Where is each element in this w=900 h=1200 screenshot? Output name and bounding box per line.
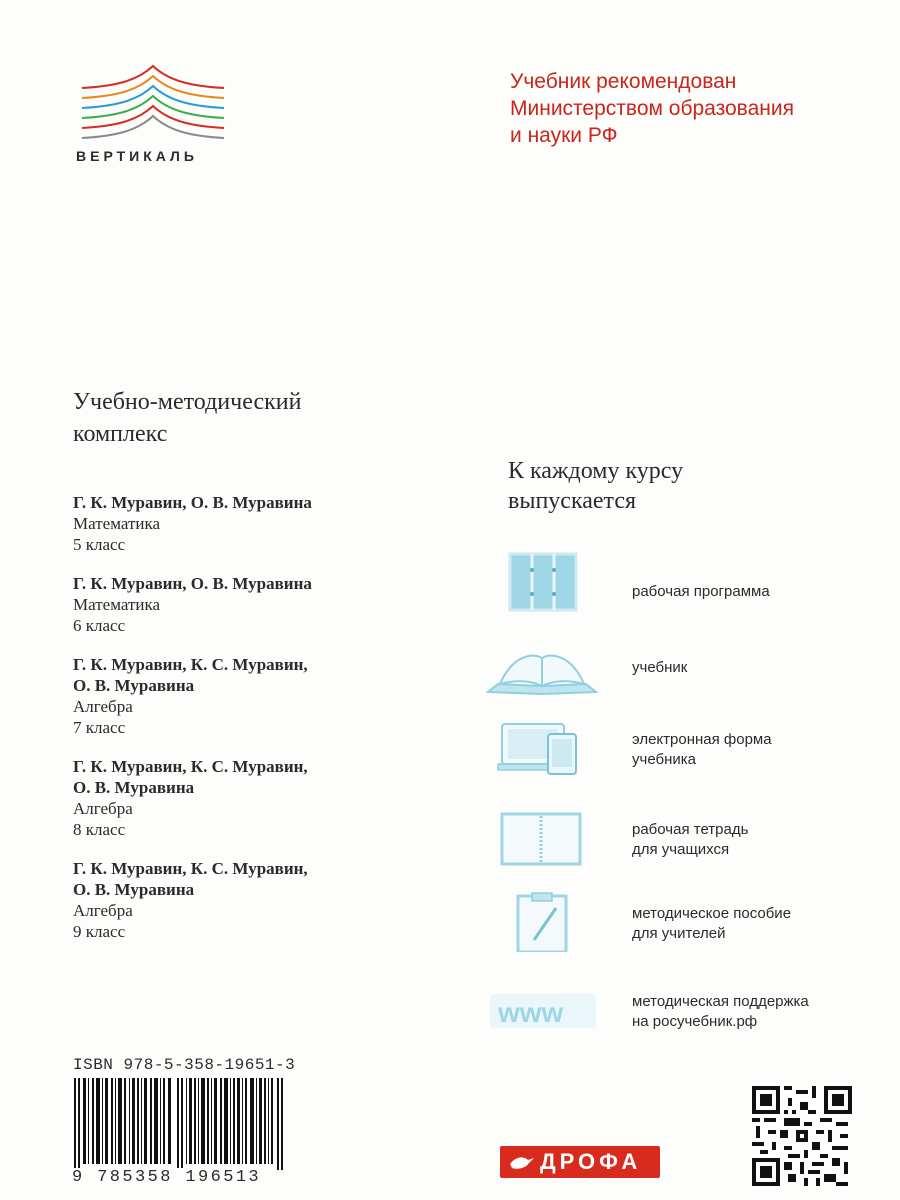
course-heading-line: К каждому курсу	[508, 458, 684, 484]
recommendation-line: Министерством образования	[510, 97, 794, 120]
publisher-name: ДРОФА	[540, 1149, 642, 1174]
book-authors: О. В. Муравина	[73, 676, 195, 695]
logo-wordmark: ВЕРТИКАЛЬ	[76, 148, 198, 164]
course-item-label-line: методическое пособие	[632, 905, 792, 922]
book-authors: Г. К. Муравин, К. С. Муравин,	[73, 859, 308, 878]
barcode-icon	[74, 1078, 286, 1170]
www-icon	[482, 986, 602, 1046]
course-heading-line: выпускается	[508, 488, 637, 514]
book-authors: Г. К. Муравин, К. С. Муравин,	[73, 655, 308, 674]
course-heading	[508, 456, 683, 516]
book-entry	[73, 573, 413, 636]
book-list	[73, 492, 413, 960]
book-subject: Математика	[73, 514, 161, 533]
course-item-label	[632, 730, 772, 770]
course-item	[482, 552, 882, 612]
course-item-label-line: учебника	[632, 751, 696, 768]
recommendation-line: и науки РФ	[510, 124, 618, 147]
isbn-text: ISBN 978-5-358-19651-3	[73, 1056, 296, 1074]
book-authors: Г. К. Муравин, О. В. Муравина	[73, 574, 312, 593]
binder-icon	[482, 552, 602, 612]
book-entry	[73, 858, 413, 942]
book-grade: 6 класс	[73, 616, 126, 635]
course-item-label	[632, 904, 791, 944]
ministry-recommendation	[510, 68, 794, 149]
course-item-label: учебник	[632, 659, 688, 676]
course-item-label	[632, 992, 809, 1032]
bird-icon	[508, 1152, 536, 1172]
course-item-label-line: на росучебник.рф	[632, 1013, 758, 1030]
umk-heading-line: Учебно-методический	[73, 389, 302, 415]
book-grade: 9 класс	[73, 922, 126, 941]
course-item-label-line: электронная форма	[632, 731, 772, 748]
course-item	[482, 642, 882, 702]
book-grade: 8 класс	[73, 820, 126, 839]
book-entry	[73, 756, 413, 840]
course-item-label-line: методическая поддержка	[632, 993, 809, 1010]
course-item-label-line: рабочая тетрадь	[632, 821, 749, 838]
course-item-label: рабочая программа	[632, 583, 770, 600]
course-item-label-line: для учителей	[632, 925, 726, 942]
umk-heading	[73, 386, 301, 450]
recommendation-line: Учебник рекомендован	[510, 70, 737, 93]
course-item	[482, 720, 882, 780]
svg-text:www: www	[498, 997, 564, 1028]
barcode-digits: 9 785358 196513	[72, 1168, 262, 1187]
umk-heading-line: комплекс	[73, 421, 168, 447]
book-grade: 7 класс	[73, 718, 126, 737]
course-item-label-line: для учащихся	[632, 841, 730, 858]
course-item-label	[632, 820, 748, 860]
clipboard-icon	[482, 892, 602, 952]
qr-code-icon	[752, 1086, 852, 1186]
notebook-icon	[482, 808, 602, 868]
book-subject: Алгебра	[73, 799, 133, 818]
book-authors: О. В. Муравина	[73, 880, 195, 899]
book-subject: Математика	[73, 595, 161, 614]
open-book-icon	[482, 642, 602, 702]
book-subject: Алгебра	[73, 697, 133, 716]
course-item	[482, 808, 882, 868]
book-grade: 5 класс	[73, 535, 126, 554]
publisher-series-logo	[72, 62, 232, 172]
book-subject: Алгебра	[73, 901, 133, 920]
devices-icon	[482, 720, 602, 780]
book-entry	[73, 654, 413, 738]
course-item	[482, 986, 882, 1046]
vertikal-logo-icon	[78, 62, 228, 144]
book-entry	[73, 492, 413, 555]
book-authors: О. В. Муравина	[73, 778, 195, 797]
book-authors: Г. К. Муравин, О. В. Муравина	[73, 493, 312, 512]
publisher-logo	[500, 1146, 660, 1178]
course-item	[482, 892, 882, 952]
book-authors: Г. К. Муравин, К. С. Муравин,	[73, 757, 308, 776]
